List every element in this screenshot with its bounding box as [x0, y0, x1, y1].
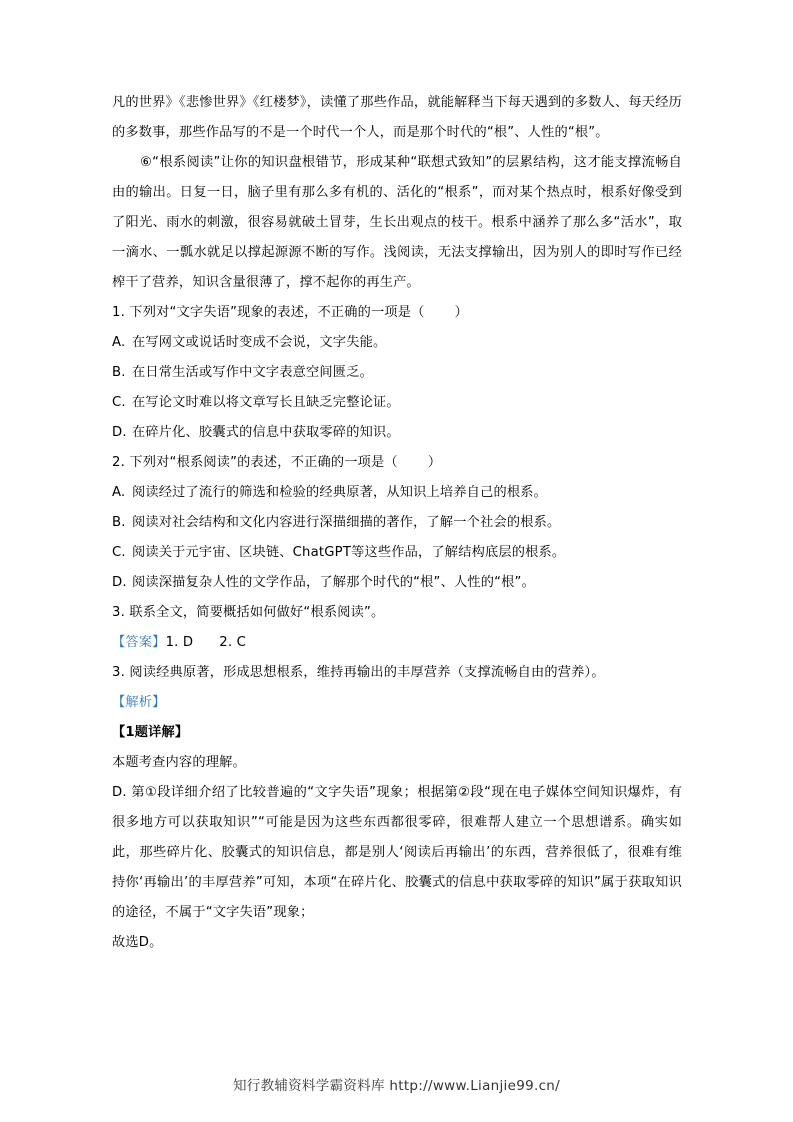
question-1-stem-text: 1. 下列对“文字失语”现象的表述，不正确的一项是（	[112, 305, 425, 320]
option-text: 在写网文或说话时变成不会说，文字失能。	[132, 335, 387, 350]
answer-2: 2. C	[219, 635, 247, 650]
paragraph-continuation: 凡的世界》《悲惨世界》《红楼梦》，读懂了那些作品，就能解释当下每天遇到的多数人、每天经历的多数事，那些作品写的不是一个时代一个人，而是那个时代的“根”、人性的“根”。	[112, 95, 682, 140]
analysis-tag	[112, 688, 682, 718]
option-label: B.	[112, 365, 126, 380]
option-text: 阅读对社会结构和文化内容进行深描细描的著作，了解一个社会的根系。	[132, 515, 561, 530]
question-2-stem-text: 2. 下列对“根系阅读”的表述，不正确的一项是（	[112, 455, 398, 470]
option-label: C.	[112, 395, 126, 410]
option-label: D.	[112, 425, 127, 440]
question-2-option-b	[112, 508, 682, 538]
question-2-stem-tail: ）	[427, 455, 442, 470]
analysis-body: D. 第①段详细介绍了比较普遍的“文字失语”现象；根据第②段“现在电子媒体空间知识爆炸，有很多地方可以获取知识”“可能是因为这些东西都很零碎，很难帮人建立一个思想谱系。确实如此，那些碎片化、胶囊式的知识信息，都是别人‘阅读后再输出’的东西，营养很低了，很难有维持你‘再输出’的丰厚营养”可知，本项“在碎片化、胶囊式的信息中获取零碎的知识”属于获取知识的途径，不属于“文字失语”现象；	[112, 785, 682, 920]
answer-block-line-1	[112, 628, 682, 658]
option-label: B.	[112, 515, 126, 530]
option-text: 在日常生活或写作中文字表意空间匮乏。	[132, 365, 373, 380]
option-text: 阅读深描复杂人性的文学作品，了解那个时代的“根”、人性的“根”。	[132, 575, 535, 590]
option-text: 阅读经过了流行的筛选和检验的经典原著，从知识上培养自己的根系。	[132, 485, 548, 500]
analysis-tag-text: 【解析】	[112, 695, 166, 710]
question-2-option-c	[112, 538, 682, 568]
analysis-conclusion: 故选D。	[112, 935, 163, 950]
question-1-option-a	[112, 328, 682, 358]
question-2-option-d	[112, 568, 682, 598]
answer-tag: 【答案】	[112, 635, 166, 650]
option-label: D.	[112, 575, 127, 590]
question-1-stem-tail: ）	[454, 305, 468, 320]
option-label: A.	[112, 335, 126, 350]
option-label: A.	[112, 485, 126, 500]
analysis-heading-1: 【1题详解】	[112, 725, 189, 740]
analysis-lead: 本题考查内容的理解。	[112, 755, 246, 770]
question-1-option-d	[112, 418, 682, 448]
question-1-stem	[112, 298, 682, 328]
option-text: 在写论文时难以将文章写长且缺乏完整论证。	[132, 395, 400, 410]
option-text: 阅读关于元宇宙、区块链、ChatGPT等这些作品，了解结构底层的根系。	[132, 545, 566, 560]
question-3-stem: 3. 联系全文，简要概括如何做好“根系阅读”。	[112, 605, 385, 620]
page-footer: 知行教辅资料学霸资料库 http://www.Lianjie99.cn/	[232, 1078, 561, 1094]
answer-1: 1. D	[165, 635, 194, 650]
answer-block-line-2: 3. 阅读经典原著，形成思想根系，维持再输出的丰厚营养（支撑流畅自由的营养）。	[112, 665, 605, 680]
question-2-option-a	[112, 478, 682, 508]
option-label: C.	[112, 545, 126, 560]
option-text: 在碎片化、胶囊式的信息中获取零碎的知识。	[132, 425, 400, 440]
paragraph-6: ⑥“根系阅读”让你的知识盘根错节，形成某种“联想式致知”的层累结构，这才能支撑流畅自由的输出。日复一日，脑子里有那么多有机的、活化的“根系”，而对某个热点时，根系好像受到了阳光、雨水的刺激，很容易就破土冒芽，生长出观点的枝干。根系中涵养了那么多“活水”，取一滴水、一瓢水就足以撑起源源不断的写作。浅阅读，无法支撑输出，因为别人的即时写作已经榨干了营养，知识含量很薄了，撑不起你的再生产。	[112, 155, 682, 290]
document-body	[112, 88, 682, 958]
question-2-stem	[112, 448, 682, 478]
question-1-option-c	[112, 388, 682, 418]
question-1-option-b	[112, 358, 682, 388]
